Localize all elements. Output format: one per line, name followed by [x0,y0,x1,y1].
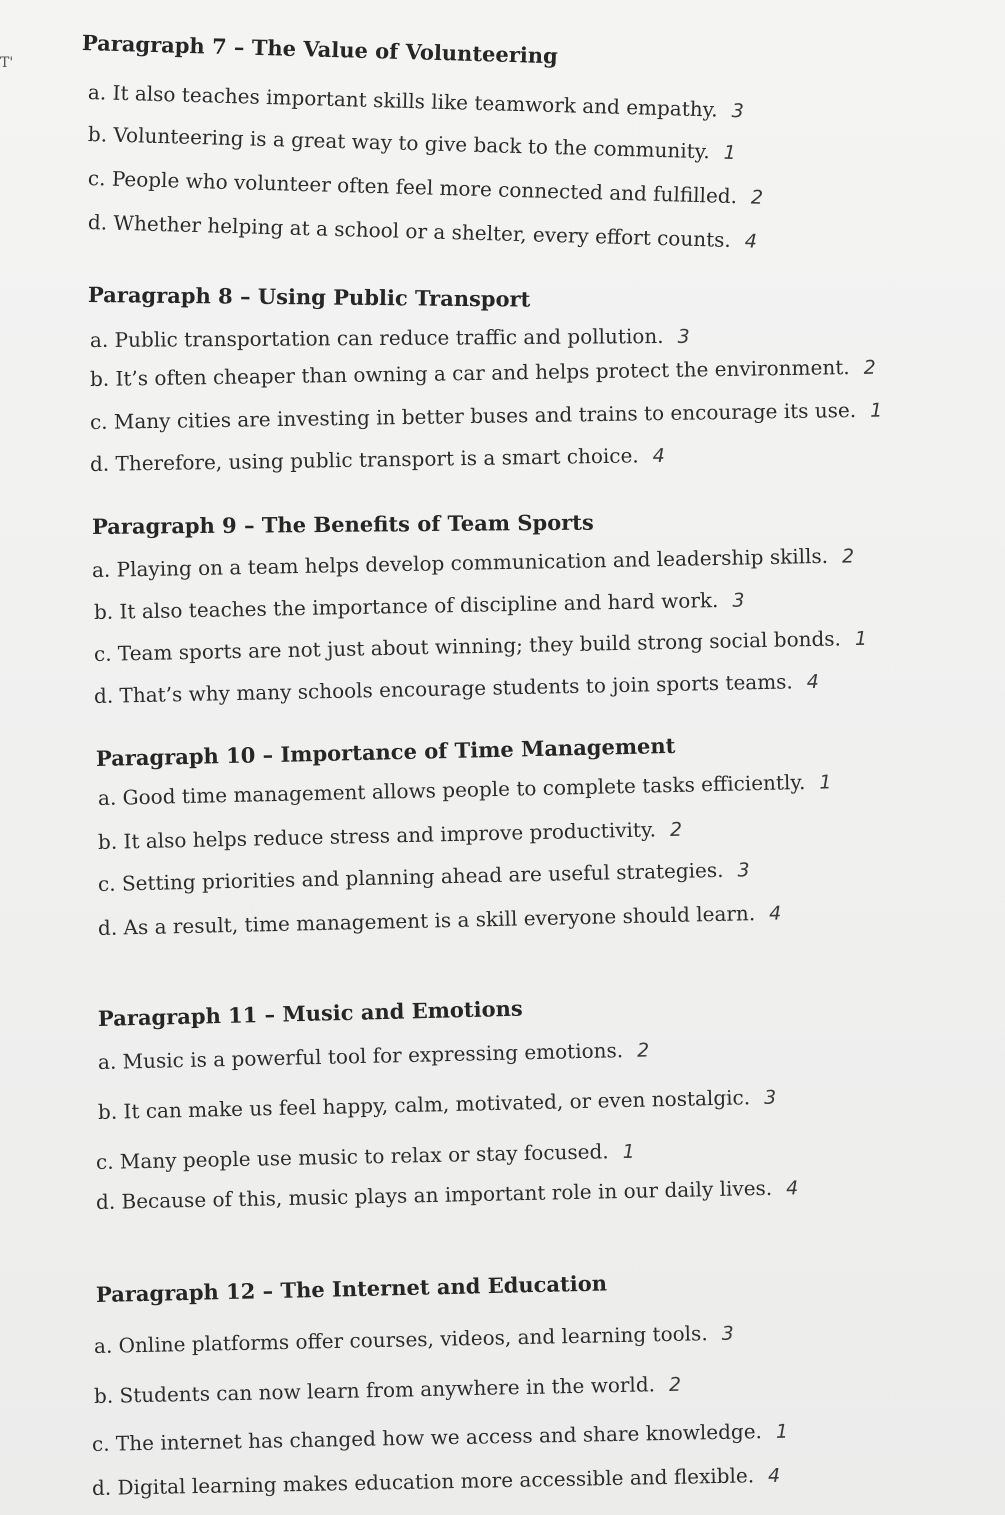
paragraph-heading: Paragraph 8 – Using Public Transport [87,282,531,312]
list-item [98,857,750,896]
handwritten-number: 3 [732,589,745,612]
handwritten-number: 3 [763,1086,777,1109]
list-item [98,900,782,939]
sentence-text: b. It’s often cheaper than owning a car and helps protect the environment. [89,355,850,391]
handwritten-number: 2 [841,545,855,568]
sentence-text: d. Therefore, using public transport is a smart choice. [89,443,639,476]
paragraph-heading: Paragraph 11 – Music and Emotions [97,995,523,1031]
handwritten-number: 1 [819,771,832,794]
sentence-text: d. Whether helping at a school or a shelter, every effort counts. [87,210,732,252]
list-item [90,324,690,352]
sentence-text: a. Online platforms offer courses, videos, and learning tools. [93,1321,708,1358]
sentence-text: b. It can make us feel happy, calm, motivated, or even nostalgic. [97,1085,751,1124]
handwritten-number: 1 [854,627,868,651]
sentence-text: c. Setting priorities and planning ahead are useful strategies. [97,857,724,896]
handwritten-number: 2 [669,818,683,842]
list-item [90,443,665,476]
list-item [96,1175,799,1214]
sentence-text: a. Good time management allows people to complete tasks efficiently. [97,769,806,810]
sentence-text: a. Playing on a team helps develop communication and leadership skills. [91,543,829,582]
handwritten-number: 3 [737,859,750,882]
list-item [98,769,832,810]
handwritten-number: 3 [677,325,690,348]
handwritten-number: 2 [636,1039,650,1062]
list-item [92,543,855,582]
handwritten-number: 1 [869,399,883,422]
handwritten-number: 1 [622,1140,635,1163]
corner-mark: T' [0,55,14,71]
paragraph-heading: Paragraph 9 – The Benefits of Team Sports [91,509,594,539]
sentence-text: a. Music is a powerful tool for expressing emotions. [97,1038,624,1074]
handwritten-number: 4 [767,1464,781,1488]
sentence-text: a. Public transportation can reduce traffic and pollution. [89,323,664,352]
sentence-text: b. Volunteering is a great way to give back to the community. [87,122,711,164]
list-item [98,1085,777,1124]
sentence-text: d. Digital learning makes education more accessible and flexible. [91,1463,755,1500]
handwritten-number: 4 [652,444,665,468]
list-item [92,1419,788,1456]
paragraph-heading: Paragraph 12 – The Internet and Education [95,1270,608,1307]
handwritten-number: 3 [721,1322,735,1345]
list-item [94,669,819,708]
handwritten-number: 2 [750,186,764,209]
sentence-text: b. It also helps reduce stress and improve productivity. [97,817,657,854]
sentence-text: b. It also teaches the importance of discipline and hard work. [93,588,719,624]
sentence-text: c. People who volunteer often feel more connected and fulfilled. [87,166,738,209]
list-item [96,1139,635,1174]
sentence-text: a. It also teaches important skills like teamwork and empathy. [87,80,719,122]
handwritten-number: 4 [744,230,758,253]
list-item [88,210,758,253]
sentence-text: c. Many people use music to relax or stay focused. [95,1139,609,1174]
sentence-text: b. Students can now learn from anywhere in the world. [93,1372,656,1408]
sentence-text: c. Team sports are not just about winning; they build strong social bonds. [93,626,842,666]
list-item [94,1372,682,1408]
list-item [98,1037,650,1074]
list-item [90,355,876,391]
handwritten-number: 3 [731,99,745,123]
list-item [88,122,737,164]
handwritten-number: 2 [668,1373,682,1396]
handwritten-number: 2 [863,356,876,379]
list-item [94,588,745,624]
handwritten-number: 1 [775,1420,789,1443]
list-item [88,80,744,122]
handwritten-number: 4 [785,1177,799,1200]
sentence-text: c. The internet has changed how we access and share knowledge. [91,1419,763,1456]
sentence-text: c. Many cities are investing in better buses and trains to encourage its use. [89,397,857,434]
list-item [92,1463,781,1500]
sentence-text: d. Because of this, music plays an important role in our daily lives. [95,1175,773,1214]
sentence-text: d. As a result, time management is a skill everyone should learn. [97,901,756,940]
handwritten-number: 4 [806,670,820,694]
list-item [94,626,867,666]
paragraph-heading: Paragraph 7 – The Value of Volunteering [81,30,559,69]
list-item [98,817,683,854]
list-item [88,166,764,209]
handwritten-number: 1 [723,141,737,165]
list-item [90,398,883,434]
sentence-text: d. That’s why many schools encourage students to join sports teams. [93,669,794,708]
paragraph-heading: Paragraph 10 – Importance of Time Management [95,732,676,771]
handwritten-number: 4 [768,902,782,925]
list-item [94,1321,734,1358]
